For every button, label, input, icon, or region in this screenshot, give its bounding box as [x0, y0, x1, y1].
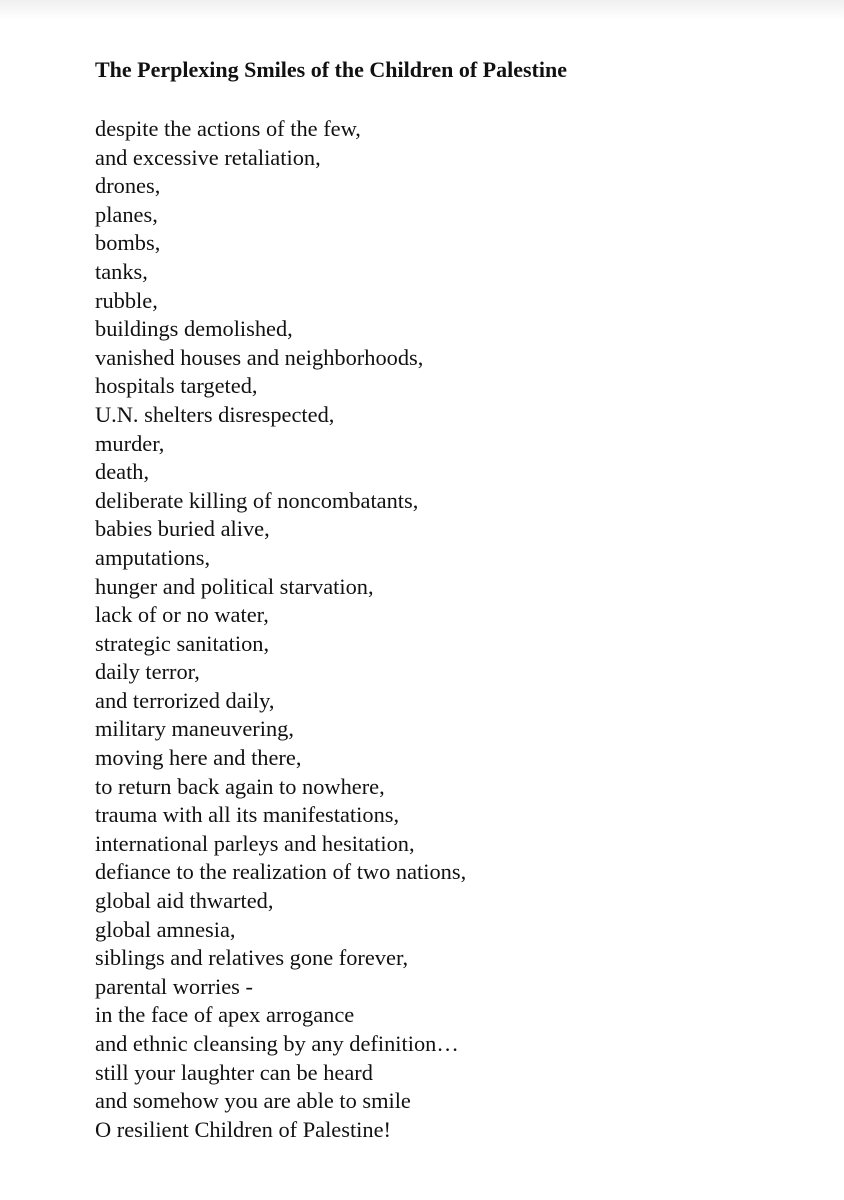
poem-line: global aid thwarted, [95, 888, 274, 914]
poem-line: still your laughter can be heard [95, 1059, 373, 1085]
poem-line: despite the actions of the few, [95, 116, 361, 141]
poem-line: moving here and there, [95, 745, 302, 771]
poem-title: The Perplexing Smiles of the Children of Palestine [95, 57, 567, 82]
poem-line: murder, [95, 430, 165, 456]
poem-line: global amnesia, [95, 916, 236, 942]
poem-line: parental worries - [95, 973, 253, 999]
poem-line: lack of or no water, [95, 602, 269, 628]
poem-line: tanks, [95, 258, 148, 284]
poem-line: hunger and political starvation, [95, 573, 374, 599]
poem-line: vanished houses and neighborhoods, [95, 344, 424, 370]
poem-line: hospitals targeted, [95, 373, 258, 399]
poem-body [95, 115, 466, 1144]
poem-line: and somehow you are able to smile [95, 1088, 411, 1114]
poem-line: daily terror, [95, 659, 200, 685]
poem-line: international parleys and hesitation, [95, 830, 415, 856]
poem-line: U.N. shelters disrespected, [95, 401, 335, 427]
poem-line: planes, [95, 201, 158, 227]
poem-line: rubble, [95, 287, 158, 313]
poem-line: strategic sanitation, [95, 630, 270, 656]
poem-line: babies buried alive, [95, 516, 270, 542]
poem-line: and ethnic cleansing by any definition… [95, 1031, 459, 1056]
poem-line: buildings demolished, [95, 316, 293, 342]
poem-line: military maneuvering, [95, 716, 294, 742]
poem-line: and terrorized daily, [95, 687, 275, 713]
poem-line: defiance to the realization of two nations, [95, 859, 467, 885]
poem-line: O resilient Children of Palestine! [95, 1116, 391, 1142]
poem-line: drones, [95, 173, 161, 199]
poem-line: trauma with all its manifestations, [95, 802, 400, 828]
poem-line: siblings and relatives gone forever, [95, 945, 409, 971]
poem-line: death, [95, 459, 150, 485]
poem-line: in the face of apex arrogance [95, 1002, 355, 1028]
poem-line: and excessive retaliation, [95, 144, 321, 170]
poem-line: to return back again to nowhere, [95, 773, 385, 799]
poem-line: amputations, [95, 544, 211, 570]
poem-line: bombs, [95, 230, 161, 256]
poem-line: deliberate killing of noncombatants, [95, 487, 419, 513]
